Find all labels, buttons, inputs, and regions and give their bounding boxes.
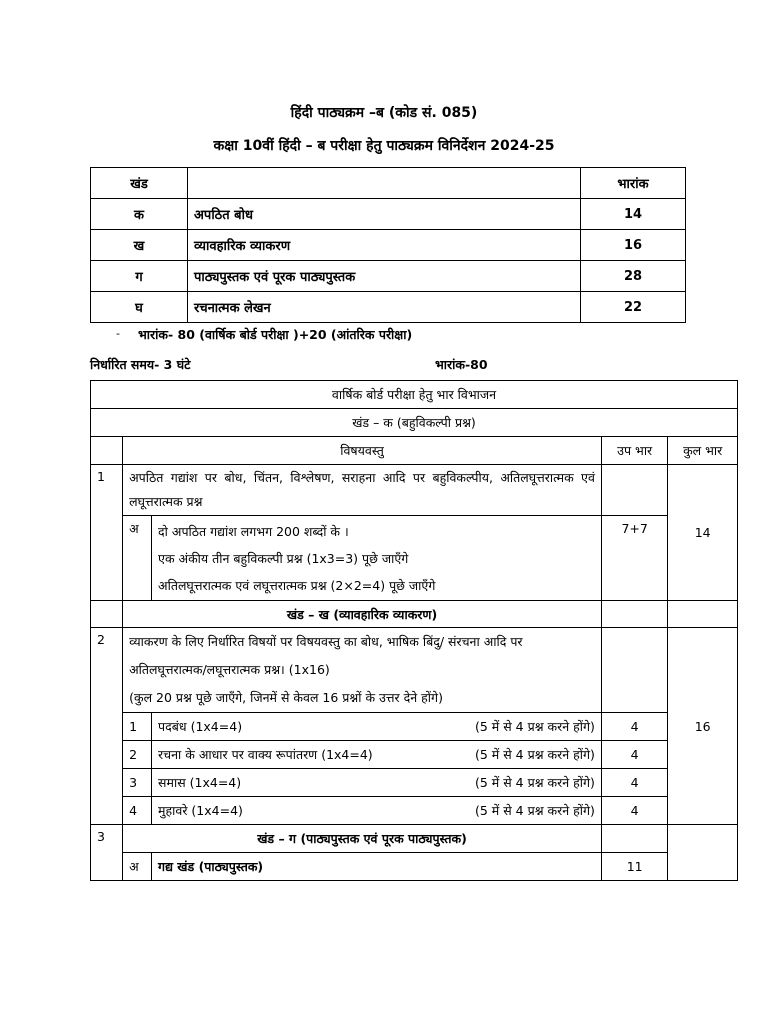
q2-line: व्याकरण के लिए निर्धारित विषयों पर विषयवस्तु का बोध, भाषिक बिंदु/ संरचना आदि पर bbox=[129, 634, 523, 649]
table-row bbox=[91, 465, 738, 516]
q1-sub-marks: 7+7 bbox=[601, 516, 667, 601]
item-number: 2 bbox=[123, 741, 152, 769]
header-total-marks: कुल भार bbox=[668, 437, 738, 465]
item-number: 3 bbox=[123, 769, 152, 797]
q1-sub-label: अ bbox=[123, 516, 152, 601]
q2-line: अतिलघूत्तरात्मक/लघूत्तरात्मक प्रश्न। (1x16) bbox=[129, 662, 330, 677]
item-note: (5 में से 4 प्रश्न करने होंगे) bbox=[475, 747, 595, 762]
cell-blank bbox=[91, 601, 123, 628]
cell-blank bbox=[668, 601, 738, 628]
q1-line: अतिलघूत्तरात्मक एवं लघूत्तरात्मक प्रश्न (2×2=4) पूछे जाएँगे bbox=[158, 577, 436, 593]
q2-total: 16 bbox=[668, 628, 738, 825]
document-title: हिंदी पाठ्यक्रम –ब (कोड सं. 085) bbox=[290, 105, 478, 121]
item-content bbox=[152, 769, 602, 797]
table-row bbox=[91, 437, 738, 465]
table-row bbox=[91, 199, 686, 230]
cell-blank bbox=[601, 628, 667, 713]
cell-section: क bbox=[91, 199, 188, 230]
cell-section: घ bbox=[91, 292, 188, 323]
table-row bbox=[91, 769, 738, 797]
item-sub-marks: 4 bbox=[601, 797, 667, 825]
q3-number: 3 bbox=[91, 825, 123, 881]
header-blank bbox=[188, 168, 581, 199]
cell-blank bbox=[601, 465, 667, 516]
cell-name: व्यावहारिक व्याकरण bbox=[188, 230, 581, 261]
q1-total: 14 bbox=[668, 465, 738, 601]
item-number: 4 bbox=[123, 797, 152, 825]
cell-section: ग bbox=[91, 261, 188, 292]
table-row bbox=[91, 409, 738, 437]
q3-sub-label: अ bbox=[123, 853, 152, 881]
item-content bbox=[152, 741, 602, 769]
header-sub-marks: उप भार bbox=[601, 437, 667, 465]
item-sub-marks: 4 bbox=[601, 741, 667, 769]
q1-text: अपठित गद्यांश पर बोध, चिंतन, विश्लेषण, सराहना आदि पर बहुविकल्पीय, अतिलघूत्तरात्मक एवं लघूत्तरात्मक प्रश्न bbox=[123, 465, 602, 516]
cell-marks: 16 bbox=[581, 230, 686, 261]
item-topic: रचना के आधार पर वाक्य रूपांतरण (1x4=4) bbox=[158, 747, 373, 762]
item-sub-marks: 4 bbox=[601, 769, 667, 797]
table-row bbox=[91, 292, 686, 323]
q1-line: दो अपठित गद्यांश लगभग 200 शब्दों के । bbox=[158, 523, 349, 539]
section-b-heading: खंड – ख (व्यावहारिक व्याकरण) bbox=[123, 601, 602, 628]
table-row bbox=[91, 741, 738, 769]
q1-line: एक अंकीय तीन बहुविकल्पी प्रश्न (1x3=3) पूछे जाएँगे bbox=[158, 550, 409, 566]
q2-line: (कुल 20 प्रश्न पूछे जाएँगे, जिनमें से केवल 16 प्रश्नों के उत्तर देने होंगे) bbox=[129, 690, 443, 705]
table-row bbox=[91, 797, 738, 825]
table-row bbox=[91, 230, 686, 261]
document-subtitle: कक्षा 10वीं हिंदी – ब परीक्षा हेतु पाठ्यक्रम विनिर्देशन 2024-25 bbox=[213, 138, 555, 154]
cell-marks: 14 bbox=[581, 199, 686, 230]
table-row bbox=[91, 381, 738, 409]
item-note: (5 में से 4 प्रश्न करने होंगे) bbox=[475, 719, 595, 734]
item-topic: समास (1x4=4) bbox=[158, 775, 242, 790]
q3-item: गद्य खंड (पाठ्यपुस्तक) bbox=[152, 853, 602, 881]
item-sub-marks: 4 bbox=[601, 713, 667, 741]
header-section: खंड bbox=[91, 168, 188, 199]
marks-note: भारांक- 80 (वार्षिक बोर्ड परीक्षा )+20 (आंतरिक परीक्षा) bbox=[138, 327, 413, 342]
cell-blank bbox=[91, 437, 123, 465]
cell-marks: 28 bbox=[581, 261, 686, 292]
item-number: 1 bbox=[123, 713, 152, 741]
item-content bbox=[152, 713, 602, 741]
item-note: (5 में से 4 प्रश्न करने होंगे) bbox=[475, 775, 595, 790]
cell-name: रचनात्मक लेखन bbox=[188, 292, 581, 323]
details-heading: वार्षिक बोर्ड परीक्षा हेतु भार विभाजन bbox=[91, 381, 738, 409]
table-row bbox=[91, 825, 738, 853]
table-row bbox=[91, 853, 738, 881]
cell-name: अपठित बोध bbox=[188, 199, 581, 230]
details-table bbox=[90, 380, 738, 881]
item-content bbox=[152, 797, 602, 825]
q1-number: 1 bbox=[91, 465, 123, 601]
q2-number: 2 bbox=[91, 628, 123, 825]
table-row bbox=[91, 628, 738, 713]
total-marks: भारांक-80 bbox=[435, 357, 488, 372]
q2-text bbox=[123, 628, 602, 713]
bullet-marker: - bbox=[116, 327, 120, 340]
section-a-heading: खंड – क (बहुविकल्पी प्रश्न) bbox=[91, 409, 738, 437]
cell-name: पाठ्यपुस्तक एवं पूरक पाठ्यपुस्तक bbox=[188, 261, 581, 292]
item-topic: पदबंध (1x4=4) bbox=[158, 719, 243, 734]
header-marks: भारांक bbox=[581, 168, 686, 199]
table-row bbox=[91, 601, 738, 628]
summary-table bbox=[90, 167, 686, 323]
time-allowed: निर्धारित समय- 3 घंटे bbox=[90, 357, 191, 372]
table-row bbox=[91, 261, 686, 292]
table-row bbox=[91, 516, 738, 601]
table-row bbox=[91, 168, 686, 199]
item-topic: मुहावरे (1x4=4) bbox=[158, 803, 243, 818]
table-row bbox=[91, 713, 738, 741]
cell-marks: 22 bbox=[581, 292, 686, 323]
cell-section: ख bbox=[91, 230, 188, 261]
section-c-heading: खंड – ग (पाठ्यपुस्तक एवं पूरक पाठ्यपुस्तक) bbox=[123, 825, 602, 853]
cell-blank bbox=[601, 825, 667, 853]
q3-sub-marks: 11 bbox=[601, 853, 667, 881]
cell-blank bbox=[601, 601, 667, 628]
item-note: (5 में से 4 प्रश्न करने होंगे) bbox=[475, 803, 595, 818]
q1-sub-content bbox=[152, 516, 602, 601]
cell-blank bbox=[668, 825, 738, 881]
header-content: विषयवस्तु bbox=[123, 437, 602, 465]
